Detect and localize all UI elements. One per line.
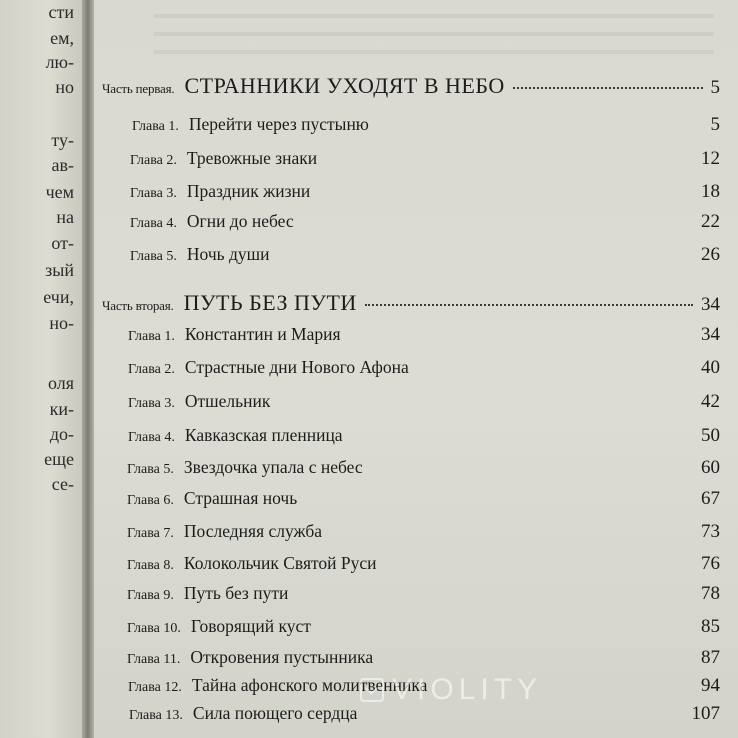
toc-chapter-row <box>94 391 738 413</box>
page-number: 5 <box>710 77 720 98</box>
left-page <box>0 0 82 738</box>
chapter-title: Страстные дни Нового Афона <box>184 357 409 377</box>
chapter-label: Глава 7. <box>127 526 174 541</box>
chapter-label: Глава 5. <box>130 249 177 264</box>
page-number: 76 <box>701 553 720 574</box>
part-title: ПУТЬ БЕЗ ПУТИ <box>183 290 357 315</box>
chapter-title: Тревожные знаки <box>186 148 318 168</box>
left-page-text: от- <box>51 233 74 253</box>
chapter-label: Глава 3. <box>130 186 177 201</box>
toc-chapter-row <box>94 616 738 638</box>
page-number: 34 <box>701 294 720 315</box>
toc-chapter-row <box>94 647 738 669</box>
chapter-title: Сила поющего сердца <box>192 703 358 723</box>
dot-leader <box>365 304 693 306</box>
chapter-title: Кавказская пленница <box>184 425 343 445</box>
chapter-title: Говорящий куст <box>190 616 311 636</box>
watermark <box>360 673 542 707</box>
page-number: 78 <box>701 583 720 604</box>
watermark-logo-icon <box>360 678 384 702</box>
book-gutter <box>82 0 94 738</box>
left-page-text: зый <box>45 260 74 280</box>
page-number: 18 <box>701 181 720 202</box>
page-number: 94 <box>701 675 720 696</box>
chapter-label: Глава 2. <box>130 153 177 168</box>
chapter-title: Откровения пустынника <box>190 647 374 667</box>
toc-chapter-row <box>94 244 738 266</box>
page-number: 87 <box>701 647 720 668</box>
page-number: 12 <box>701 148 720 169</box>
toc-chapter-row <box>94 357 738 379</box>
toc-chapter-row <box>94 181 738 203</box>
chapter-title: Перейти через пустыню <box>188 114 369 134</box>
toc-chapter-row <box>94 521 738 543</box>
left-page-text: ки- <box>49 399 74 419</box>
chapter-title: Тайна афонского молитвенника <box>191 675 428 695</box>
chapter-label: Глава 12. <box>128 680 182 695</box>
left-page-text: на <box>56 207 74 227</box>
chapter-label: Глава 3. <box>128 396 175 411</box>
table-of-contents <box>94 0 738 738</box>
bleed-through <box>154 0 714 60</box>
chapter-title: Праздник жизни <box>186 181 311 201</box>
left-page-text: до- <box>49 424 74 444</box>
page-number: 26 <box>701 244 720 265</box>
part-title: СТРАННИКИ УХОДЯТ В НЕБО <box>184 73 505 98</box>
left-page-text: ав- <box>51 155 74 175</box>
toc-chapter-row <box>94 211 738 233</box>
page-number: 42 <box>701 391 720 412</box>
left-page-text: но- <box>49 313 74 333</box>
chapter-title: Звездочка упала с небес <box>183 457 363 477</box>
chapter-title: Путь без пути <box>183 583 289 603</box>
part-label: Часть вторая. <box>102 298 174 313</box>
chapter-label: Глава 5. <box>127 462 174 477</box>
toc-chapter-row <box>94 583 738 605</box>
page-number: 5 <box>710 114 720 135</box>
chapter-label: Глава 8. <box>127 558 174 573</box>
page-number: 34 <box>701 324 720 345</box>
left-page-text: се- <box>51 474 74 494</box>
watermark-text: VIOLITY <box>392 673 543 706</box>
chapter-label: Глава 1. <box>132 119 179 134</box>
page-number: 67 <box>701 488 720 509</box>
page-number: 22 <box>701 211 720 232</box>
left-page-text: чем <box>45 182 74 202</box>
part-label: Часть первая. <box>102 81 175 96</box>
toc-part-row <box>94 290 738 316</box>
toc-chapter-row <box>94 488 738 510</box>
left-page-text: сти <box>48 2 74 22</box>
chapter-title: Огни до небес <box>186 211 294 231</box>
chapter-label: Глава 2. <box>128 362 175 377</box>
chapter-label: Глава 1. <box>128 329 175 344</box>
page-number: 50 <box>701 425 720 446</box>
chapter-label: Глава 4. <box>128 430 175 445</box>
chapter-label: Глава 4. <box>130 216 177 231</box>
chapter-label: Глава 10. <box>127 621 181 636</box>
chapter-title: Константин и Мария <box>184 324 341 344</box>
toc-chapter-row <box>94 553 738 575</box>
page-number: 107 <box>691 703 720 724</box>
page-number: 85 <box>701 616 720 637</box>
left-page-text: ту- <box>51 130 74 150</box>
chapter-label: Глава 6. <box>127 493 174 508</box>
toc-chapter-row <box>94 324 738 346</box>
left-page-text: лю- <box>45 52 74 72</box>
left-page-text: оля <box>47 373 74 393</box>
left-page-text: но <box>55 77 74 97</box>
chapter-title: Ночь души <box>186 244 270 264</box>
toc-chapter-row <box>94 148 738 170</box>
toc-chapter-row <box>94 114 738 136</box>
page-number: 60 <box>701 457 720 478</box>
chapter-title: Последняя служба <box>183 521 323 541</box>
chapter-title: Страшная ночь <box>183 488 298 508</box>
chapter-title: Отшельник <box>184 391 271 411</box>
toc-part-row <box>94 73 738 99</box>
left-page-text: еще <box>44 449 74 469</box>
toc-chapter-row <box>94 457 738 479</box>
dot-leader <box>513 87 703 89</box>
chapter-label: Глава 9. <box>127 588 174 603</box>
page-number: 40 <box>701 357 720 378</box>
chapter-title: Колокольчик Святой Руси <box>183 553 377 573</box>
toc-chapter-row <box>94 425 738 447</box>
page-number: 73 <box>701 521 720 542</box>
chapter-label: Глава 13. <box>129 708 183 723</box>
left-page-text: ем, <box>50 28 74 48</box>
chapter-label: Глава 11. <box>127 652 181 667</box>
left-page-text: ечи, <box>43 287 74 307</box>
